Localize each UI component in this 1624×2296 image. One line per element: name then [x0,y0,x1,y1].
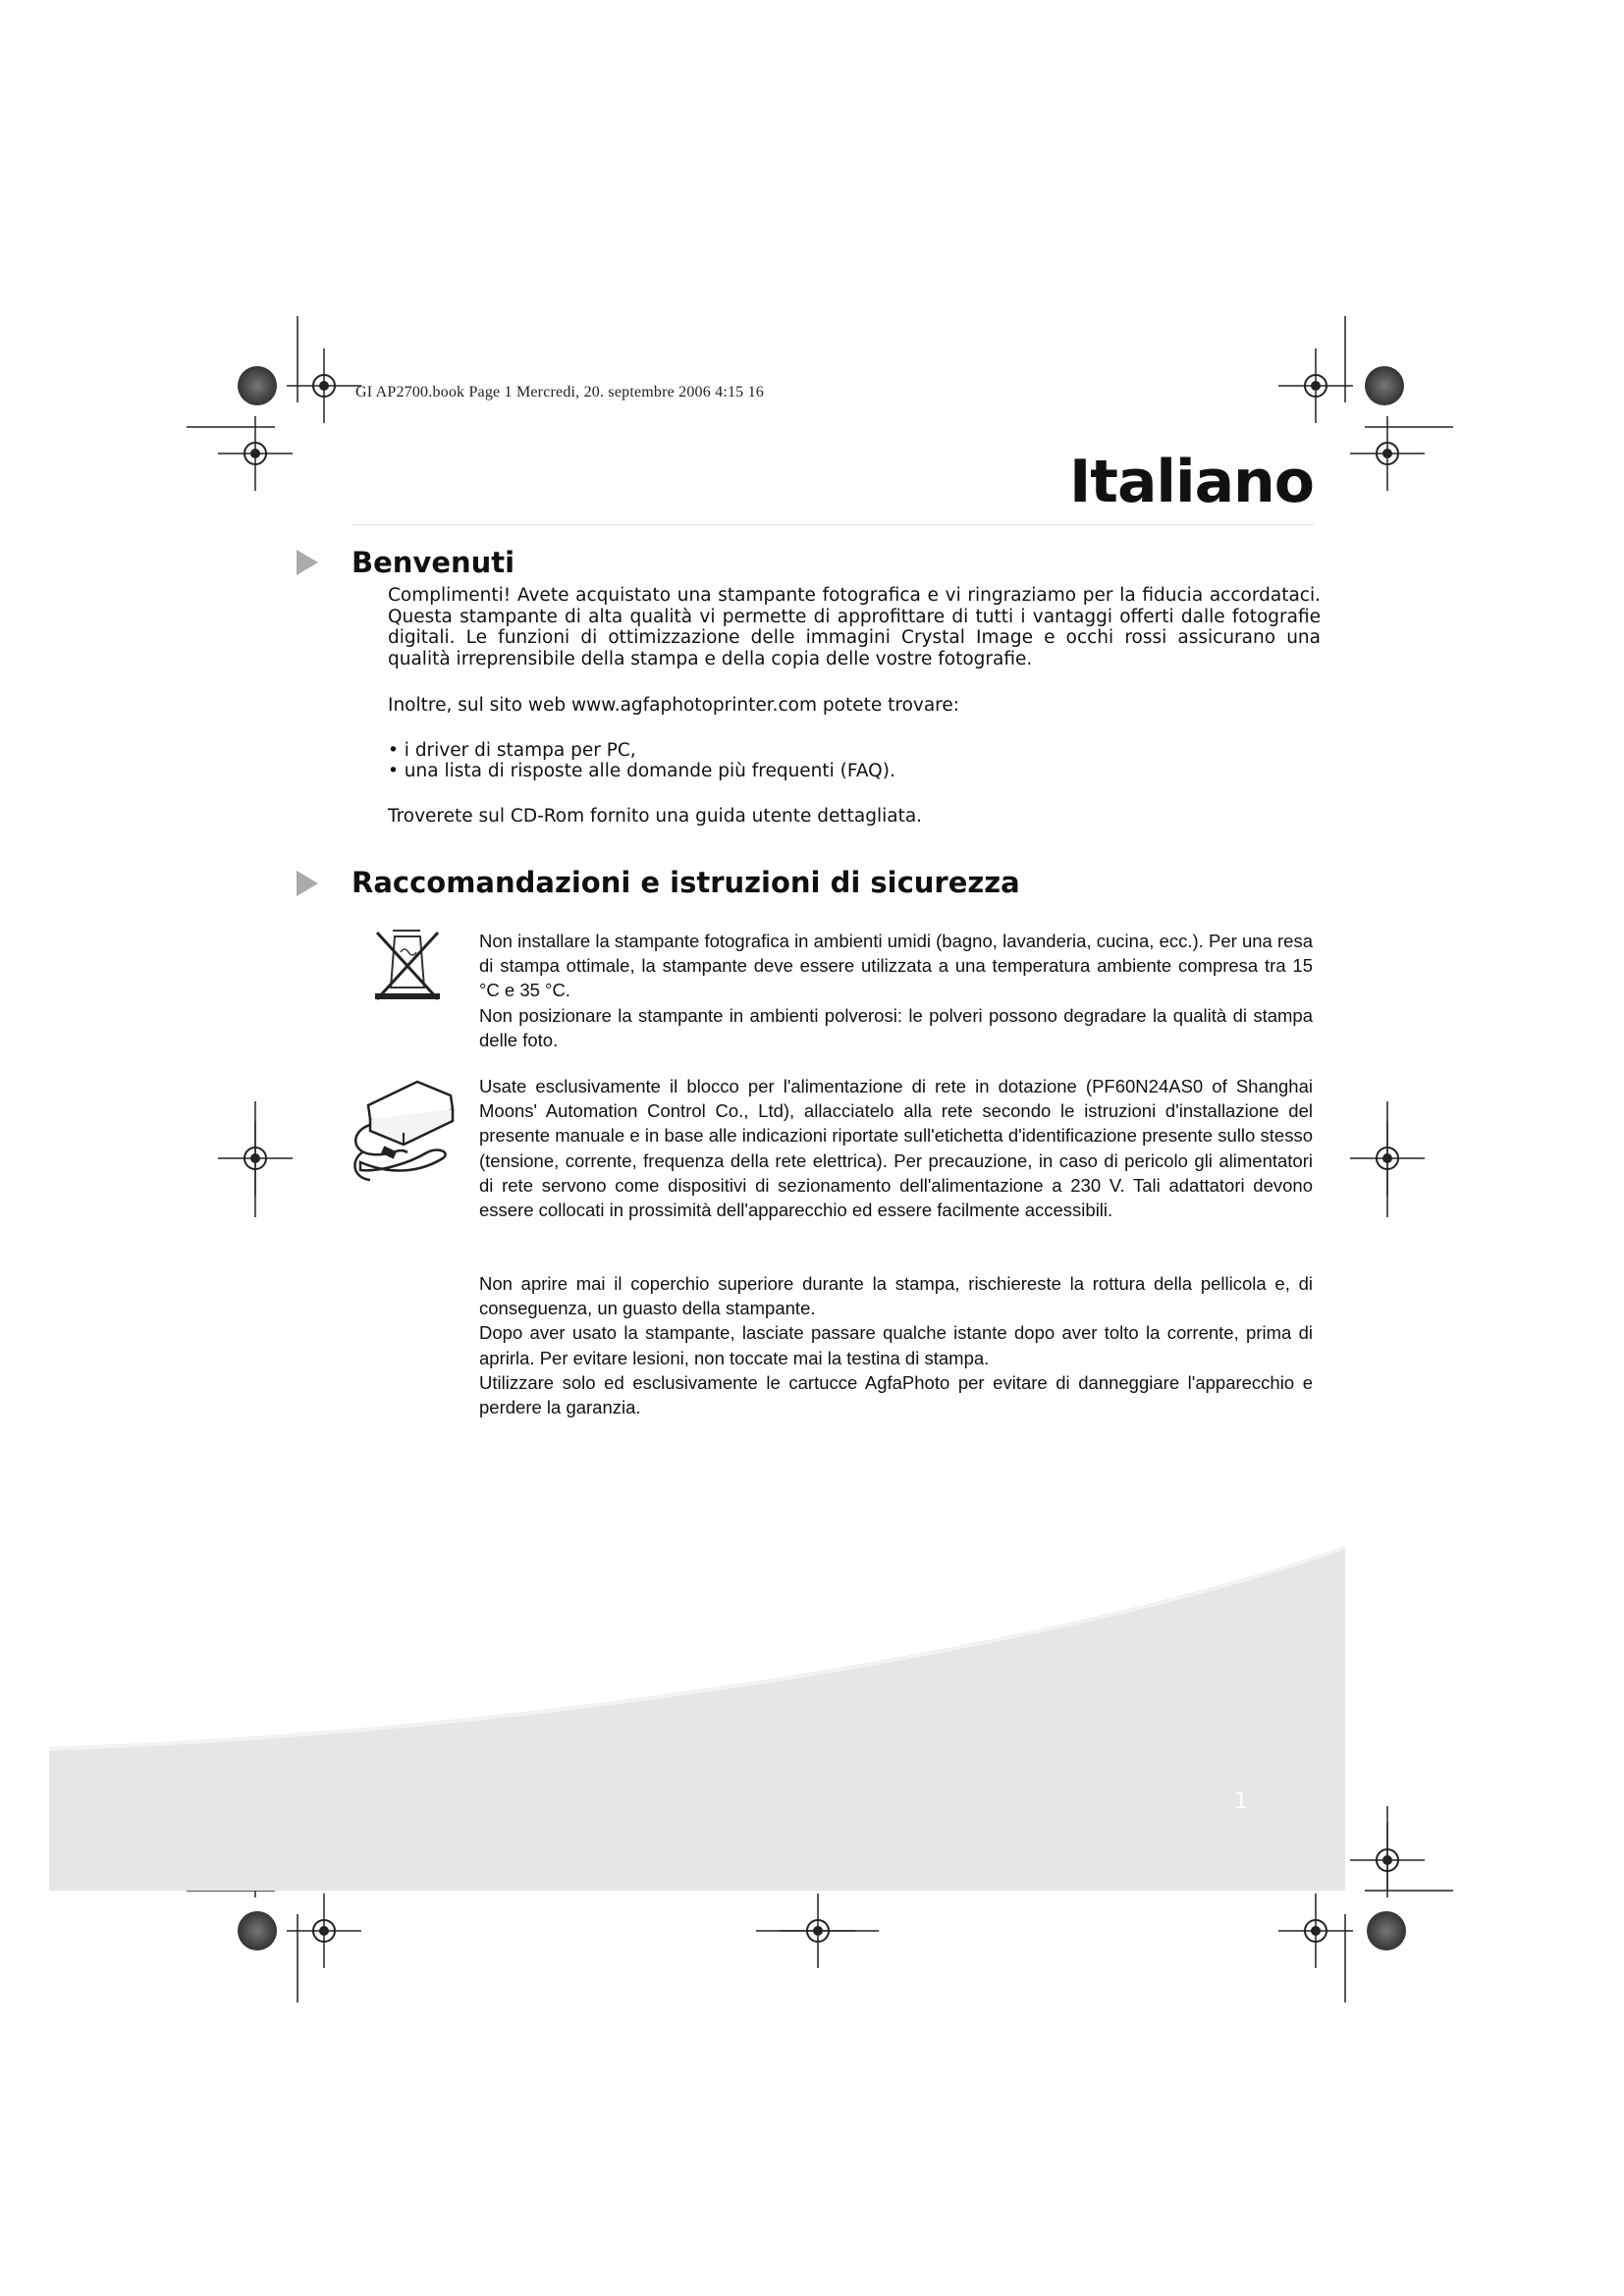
bullet-item: • i driver di stampa per PC, [388,739,636,761]
title-divider [352,524,1314,525]
web-link[interactable]: www.agfaphotoprinter.com [571,695,818,716]
safety-block-environment [479,929,1313,1052]
color-target-top-left [238,366,277,405]
dust-text: Non posizionare la stampante in ambienti polverosi: le polveri possono degradare la qualità di stampa delle foto. [479,1004,1313,1050]
head-text: Dopo aver usato la stampante, lasciate passare qualche istante dopo aver tolto la corrente, prima di aprirla. Per evitare lesioni, non toccate mai la testina di stampa. [479,1322,1313,1368]
web-prefix: Inoltre, sul sito web [388,695,571,716]
color-target-bottom-right [1367,1911,1406,1950]
section-heading-safety: Raccomandazioni e istruzioni di sicurezza [352,866,1020,899]
language-title: Italiano [1068,448,1314,516]
web-suffix: potete trovare: [817,695,959,716]
section-heading-welcome: Benvenuti [352,546,515,579]
cartridge-text: Utilizzare solo ed esclusivamente le cartucce AgfaPhoto per evitare di danneggiare l'apparecchio e perdere la garanzia. [479,1371,1313,1418]
web-line [388,695,1321,717]
welcome-intro: Complimenti! Avete acquistato una stampante fotografica e vi ringraziamo per la fiducia accordataci. Questa stampante di alta qualità vi permette di approfittare di tutti i vantaggi offerti dalle fotografie digitali. Le funzioni di ottimizzazione delle immagini Crystal Image e occhi rossi assicurano una qualità irreprensibile della stampa e della copia delle vostre fotografie. [388,585,1321,669]
cover-text: Non aprire mai il coperchio superiore durante la stampa, rischiereste la rottura della pellicola e, di conseguenza, un guasto della stampante. [479,1273,1313,1319]
section-arrow-icon [297,550,318,575]
page-number: 1 [1234,1789,1248,1814]
bullet-item: • una lista di risposte alle domande più frequenti (FAQ). [388,761,895,781]
power-adapter-icon [349,1076,457,1186]
safety-block-power [479,1074,1313,1222]
color-target-bottom-left [238,1911,277,1950]
section-arrow-icon [297,871,318,896]
humidity-text: Non installare la stampante fotografica in ambienti umidi (bagno, lavanderia, cucina, ecc.). Per una resa di stampa ottimale, la stampante deve essere utilizzata a una temperatura ambiente compresa tra 15 °C e 35 °C. [479,931,1313,1001]
no-humidity-icon [373,929,442,1003]
bottom-decorative-band [0,1531,1624,1904]
color-target-top-right [1365,366,1404,405]
power-text: Usate esclusivamente il blocco per l'alimentazione di rete in dotazione (PF60N24AS0 of Shanghai Moons' Automation Control Co., Ltd), allacciatelo alla rete secondo le istruzioni d'installazione del presente manuale e in base alle indicazioni riportate sull'etichetta d'identificazione presente sullo stesso (tensione, corrente, frequenza della rete elettrica). Per precauzione, in caso di pericolo gli alimentatori di rete servono come dispositivi di sezionamento dell'alimentazione a 230 V. Tali adattatori devono essere collocati in prossimità dell'apparecchio ed essere facilmente accessibili. [479,1076,1313,1221]
cd-note: Troverete sul CD-Rom fornito una guida utente dettagliata. [388,805,923,827]
welcome-body [388,585,1321,827]
safety-block-usage [479,1271,1313,1419]
print-header: GI AP2700.book Page 1 Mercredi, 20. septembre 2006 4:15 16 [355,384,764,400]
